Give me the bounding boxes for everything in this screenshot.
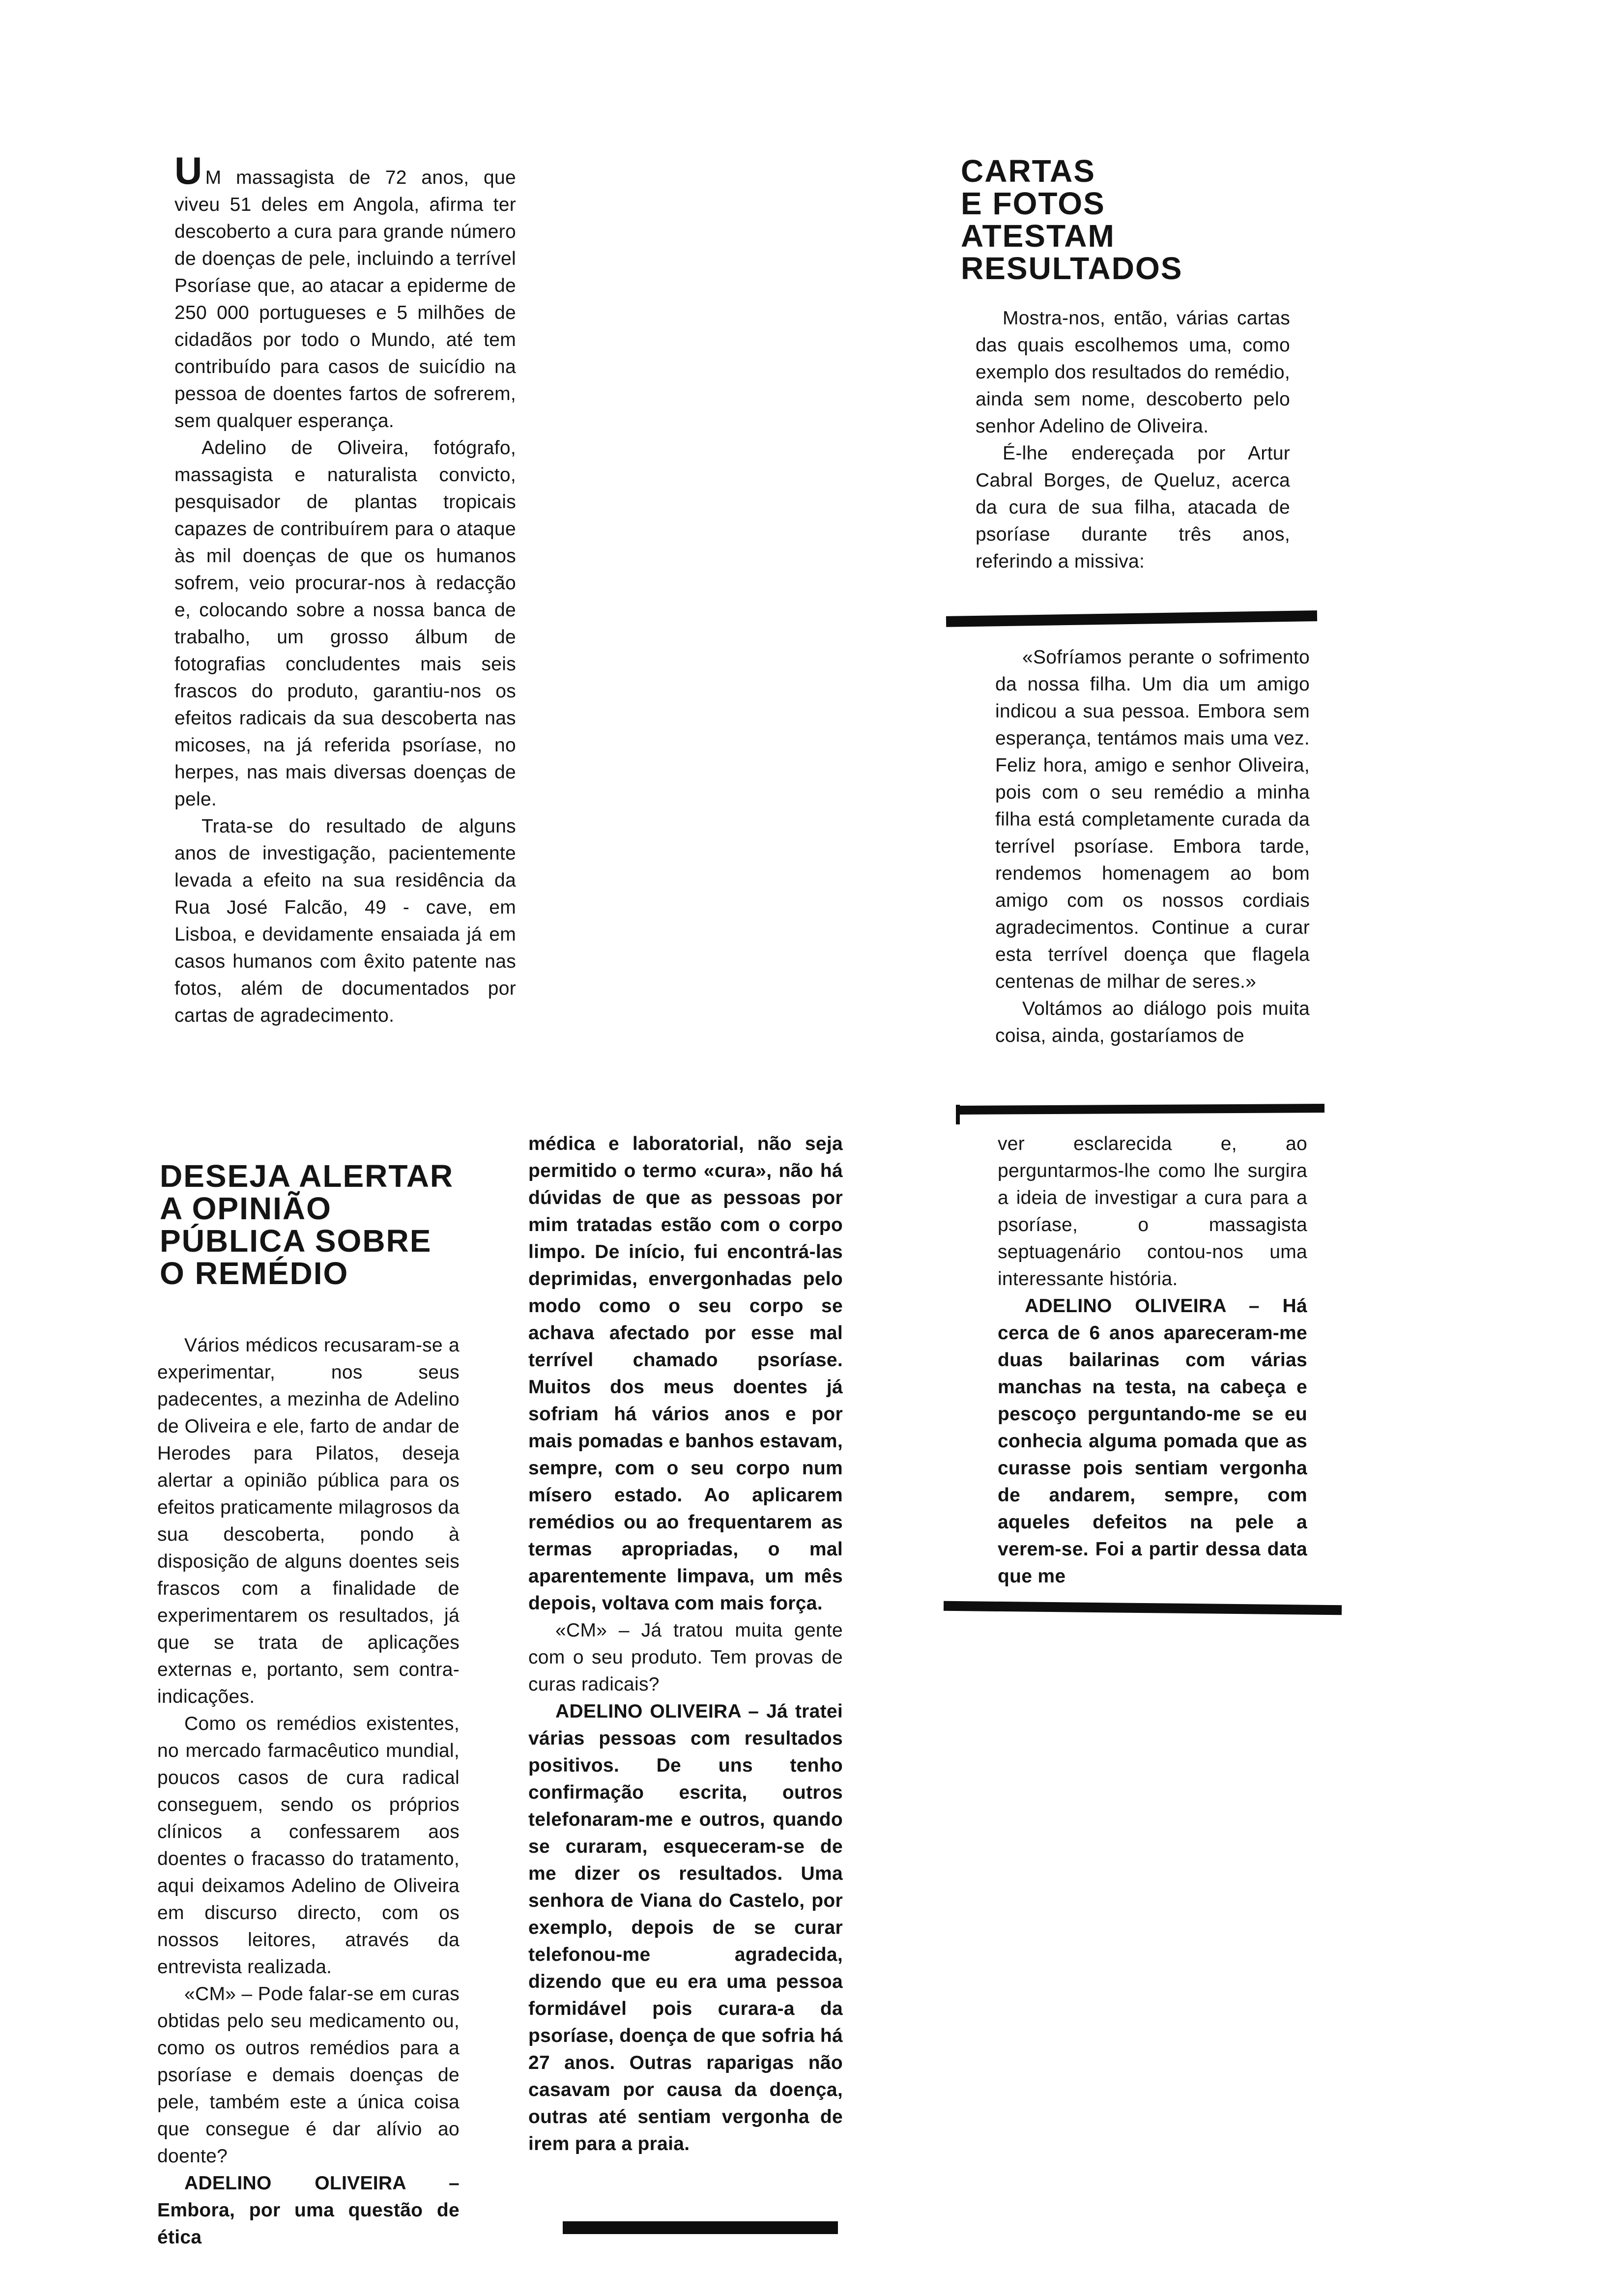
lead-paragraph-1: U M massagista de 72 anos, que viveu 51 deles em Angola, afirma ter descoberto a cura para grande número de doenças de pele, incluindo a terrível Psoríase que, ao atacar a epiderme de 250 000 portugueses e 5 milhões de cidadãos por todo o Mundo, até tem contribuído para casos de suicídio na pessoa de doentes fartos de sofrerem, sem qualquer esperança. — [174, 149, 516, 431]
quote-top-rule — [946, 610, 1317, 627]
quote-text: «Sofríamos perante o sofrimento da nossa filha. Um dia um amigo indicou a sua pessoa. Embora sem esperança, tentámos mais uma vez. Feliz hora, amigo e senhor Oliveira, pois com o seu remédio a minha filha está completamente curada da terrível psoríase. Embora tarde, rendemos homenagem ao bom amigo com os nossos cordiais agradecimentos. Continue a curar esta terrível doença que flagela centenas de milhar de seres.» — [995, 647, 1310, 992]
interview-answer-start: ADELINO OLIVEIRA – Embora, por uma questão de ética — [157, 2173, 460, 2248]
section-body-continued — [998, 1130, 1307, 1590]
heading-line-1: CARTAS — [961, 153, 1095, 189]
interview-column — [528, 1130, 843, 2157]
heading-line-3: ATESTAM — [961, 218, 1115, 254]
quote-bottom-rule-tick — [956, 1105, 960, 1124]
body-paragraph: É-lhe endereçada por Artur Cabral Borges, de Queluz, acerca da cura de sua filha, atacada de psoríase durante três anos, referindo a missiva: — [976, 443, 1290, 572]
heading-line-3: PÚBLICA SOBRE — [160, 1223, 432, 1259]
speaker-label: ADELINO OLIVEIRA – — [184, 2173, 460, 2194]
heading-line-2: A OPINIÃO — [160, 1191, 332, 1226]
lead-paragraph-2: Adelino de Oliveira, fotógrafo, massagista e naturalista convicto, pesquisador de plantas tropicais capazes de contribuírem para o ataque às mil doenças de que os humanos sofrem, veio procurar-nos à redacção e, colocando sobre a nossa banca de trabalho, um grosso álbum de fotografias concludentes mais seis frascos do produto, garantiu-nos os efeitos radicais da sua descoberta nas micoses, na já referida psoríase, no herpes, nas mais diversas doenças de pele. — [174, 437, 516, 810]
lead-paragraph-3: Trata-se do resultado de alguns anos de investigação, pacientemente levada a efeito na sua residência da Rua José Falcão, 49 - cave, em Lisboa, e devidamente ensaiada já em casos humanos com êxito patente nas fotos, além de documentados por cartas de agradecimento. — [174, 816, 516, 1026]
interview-question: «CM» – Pode falar-se em curas obtidas pelo seu medicamento ou, como os outros remédios para a psoríase e demais doenças de pele, também este a única coisa que consegue é dar alívio ao doente? — [157, 1983, 460, 2167]
section-heading-cartas — [961, 155, 1305, 285]
body-paragraph: Voltámos ao diálogo pois muita coisa, ainda, gostaríamos de — [995, 998, 1310, 1046]
body-paragraph: Como os remédios existentes, no mercado farmacêutico mundial, poucos casos de cura radical conseguem, sendo os próprios clínicos a confessarem aos doentes o fracasso do tratamento, aqui deixamos Adelino de Oliveira em discurso directo, com os nossos leitores, através da entrevista realizada. — [157, 1713, 460, 1978]
column-end-rule — [563, 2221, 838, 2234]
section-heading-alertar — [160, 1160, 504, 1290]
interview-answer-continued: médica e laboratorial, não seja permitido o termo «cura», não há dúvidas de que as pessoas por mim tratadas estão com o corpo limpo. De início, fui encontrá-las deprimidas, envergonhadas pelo modo como o seu corpo se achava afectado por esse mal terrível chamado psoríase. Muitos dos meus doentes já sofriam há vários anos e por mais pomadas e banhos estavam, sempre, com o seu corpo num mísero estado. Ao aplicarem remédios ou ao frequentarem as termas apropriadas, o mal aparentemente limpava, um mês depois, voltava com mais força. — [528, 1133, 843, 1614]
heading-line-4: RESULTADOS — [961, 251, 1183, 286]
quote-bottom-rule — [956, 1104, 1324, 1115]
body-paragraph: ver esclarecida e, ao perguntarmos-lhe como lhe surgira a ideia de investigar a cura para a psoríase, o massagista septuagenário contou-nos uma interessante história. — [998, 1133, 1307, 1290]
section-body-alertar — [157, 1332, 460, 2251]
heading-line-4: O REMÉDIO — [160, 1256, 349, 1291]
interview-answer: ADELINO OLIVEIRA – Há cerca de 6 anos apareceram-me duas bailarinas com várias manchas na testa, na cabeça e pescoço perguntando-me se eu conhecia alguma pomada que as curasse pois sentiam vergonha de andarem, sempre, com aqueles defeitos na pele a verem-se. Foi a partir dessa data que me — [998, 1295, 1308, 1587]
letter-quote — [995, 644, 1310, 1049]
interview-answer: ADELINO OLIVEIRA – Já tratei várias pessoas com resultados positivos. De uns tenho confirmação escrita, outros telefonaram-me e outros, quando se curaram, esqueceram-se de me dizer os resultados. Uma senhora de Viana do Castelo, por exemplo, depois de se curar telefonou-me agradecida, dizendo que eu era uma pessoa formidável pois curara-a da psoríase, doença de que sofria há 27 anos. Outras raparigas não casavam por causa da doença, outras até sentiam vergonha de irem para a praia. — [528, 1701, 843, 2154]
heading-line-2: E FOTOS — [961, 186, 1105, 221]
section-body-cartas — [976, 305, 1290, 575]
speaker-label: ADELINO OLIVEIRA – — [1025, 1295, 1260, 1317]
article-end-rule — [944, 1601, 1342, 1615]
interview-question: «CM» – Já tratou muita gente com o seu produto. Tem provas de curas radicais? — [528, 1620, 843, 1695]
body-paragraph: Vários médicos recusaram-se a experimentar, nos seus padecentes, a mezinha de Adelino de Oliveira e ele, farto de andar de Herodes para Pilatos, deseja alertar a opinião pública para os efeitos praticamente milagrosos da sua descoberta, pondo à disposição de alguns doentes seis frascos com a finalidade de experimentarem os resultados, já que se trata de aplicações externas e, portanto, sem contra-indicações. — [157, 1335, 460, 1707]
drop-cap: U — [174, 149, 202, 192]
body-paragraph: Mostra-nos, então, várias cartas das quais escolhemos uma, como exemplo dos resultados do remédio, ainda sem nome, descoberto pelo senhor Adelino de Oliveira. — [976, 308, 1290, 437]
heading-line-1: DESEJA ALERTAR — [160, 1158, 454, 1194]
lead-article — [174, 149, 516, 1029]
speaker-label: ADELINO OLIVEIRA – — [555, 1701, 759, 1722]
